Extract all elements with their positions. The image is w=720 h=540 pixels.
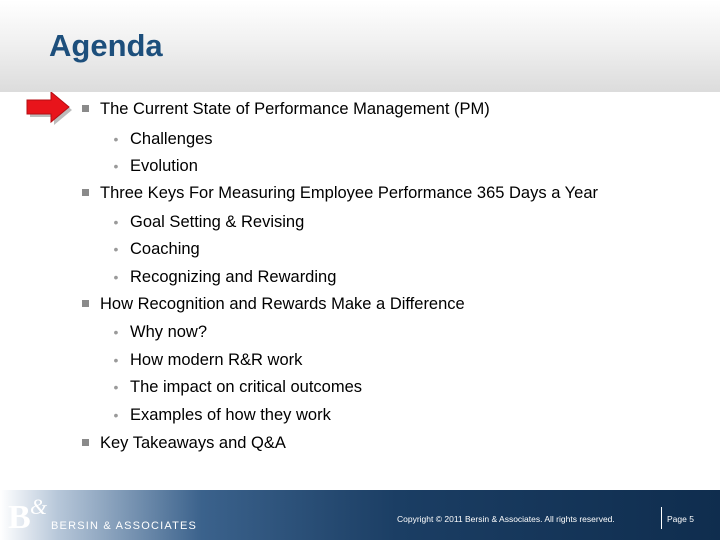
agenda-subitem-text: Coaching [130,240,200,258]
dot-bullet-icon: • [113,352,119,368]
agenda-item [82,97,490,121]
agenda-subitem-text: Evolution [130,157,198,175]
agenda-item [82,431,286,455]
square-bullet-icon [82,189,89,196]
agenda-subitem [112,237,200,261]
right-arrow-icon [26,92,76,126]
agenda-subitem-text: Why now? [130,323,208,341]
agenda-subitem [112,403,331,427]
agenda-subitem-text: Goal Setting & Revising [130,213,305,231]
agenda-subitem [112,375,362,399]
agenda-item-text: The Current State of Performance Management (PM) [100,100,490,118]
square-bullet-icon [82,439,89,446]
agenda-subitem-text: The impact on critical outcomes [130,378,363,396]
company-logo-text: BERSIN & ASSOCIATES [51,520,198,532]
dot-bullet-icon: • [113,158,119,174]
agenda-subitem [112,348,302,372]
agenda-item-text: Three Keys For Measuring Employee Performance 365 Days a Year [100,184,598,202]
agenda-item [82,292,465,316]
dot-bullet-icon: • [113,324,119,340]
square-bullet-icon [82,105,89,112]
dot-bullet-icon: • [113,269,119,285]
square-bullet-icon [82,300,89,307]
agenda-subitem-text: Examples of how they work [130,406,331,424]
slide-title: Agenda [49,28,163,63]
dot-bullet-icon: • [113,379,119,395]
agenda-subitem [112,127,213,151]
agenda-subitem-text: How modern R&R work [130,351,303,369]
agenda-item-text: Key Takeaways and Q&A [100,434,286,452]
dot-bullet-icon: • [113,241,119,257]
dot-bullet-icon: • [113,214,119,230]
agenda-item [82,181,598,205]
footer-divider [661,507,662,529]
company-logo-ampersand: & [30,494,48,519]
agenda-subitem [112,320,207,344]
agenda-subitem [112,154,198,178]
copyright-text: Copyright © 2011 Bersin & Associates. All rights reserved. [397,514,615,524]
agenda-item-text: How Recognition and Rewards Make a Difference [100,295,465,313]
agenda-subitem-text: Challenges [130,130,213,148]
agenda-subitem [112,265,336,289]
agenda-subitem-text: Recognizing and Rewarding [130,268,337,286]
agenda-subitem [112,210,304,234]
page-number: Page 5 [667,514,694,524]
dot-bullet-icon: • [113,131,119,147]
dot-bullet-icon: • [113,407,119,423]
company-logo-mark: B [8,499,31,536]
